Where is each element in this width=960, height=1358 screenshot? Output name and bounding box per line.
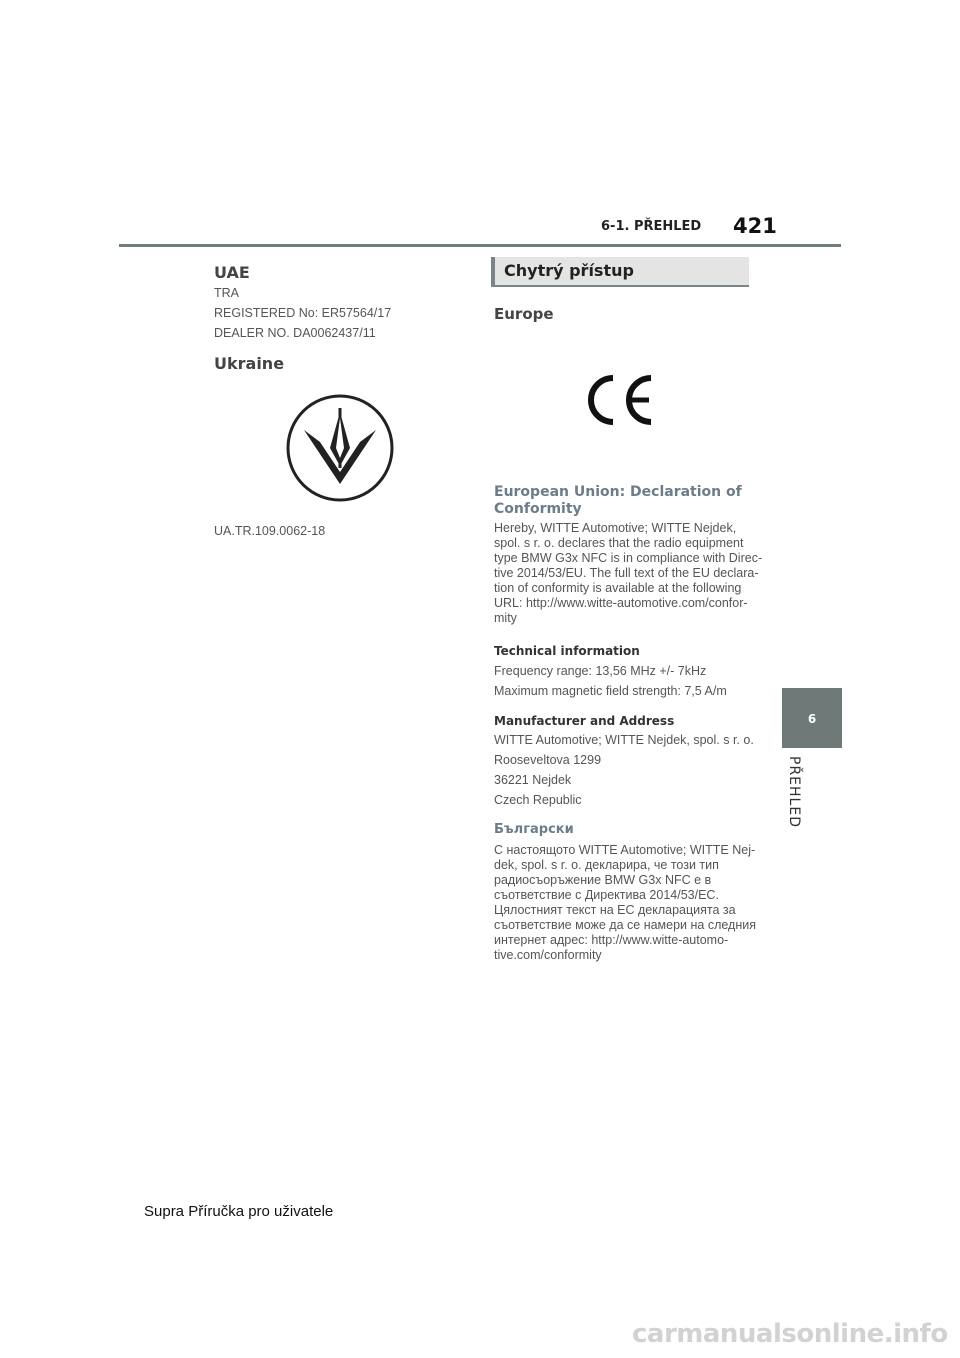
bulgarian-title: Български	[494, 822, 574, 837]
bulgarian-line-7: интернет адрес: http://www.witte-automo-	[494, 933, 729, 947]
page-number: 421	[733, 214, 777, 238]
ukraine-heading: Ukraine	[214, 354, 285, 373]
manual-title: Supra Příručka pro uživatele	[144, 1203, 334, 1220]
eu-decl-line-4: tive 2014/53/EU. The full text of the EU declara-	[494, 566, 759, 580]
manufacturer-title: Manufacturer and Address	[494, 714, 675, 728]
bulgarian-line-4: съответствие с Директива 2014/53/ЕС.	[494, 888, 719, 902]
eu-declaration-title-1: European Union: Declaration of	[494, 484, 742, 500]
ukraine-code: UA.TR.109.0062-18	[214, 524, 326, 538]
manufacturer-city: 36221 Nejdek	[494, 773, 572, 787]
bulgarian-line-5: Цялостният текст на ЕС декларацията за	[494, 903, 736, 917]
tech-field-strength: Maximum magnetic field strength: 7,5 A/m	[494, 684, 727, 698]
eu-decl-line-5: tion of conformity is available at the following	[494, 581, 742, 595]
manufacturer-name: WITTE Automotive; WITTE Nejdek, spol. s r. o.	[494, 733, 754, 747]
chapter-label: PŘEHLED	[786, 756, 802, 828]
bulgarian-line-1: С настоящото WITTE Automotive; WITTE Nej-	[494, 843, 756, 857]
section-title: 6-1. PŘEHLED	[601, 219, 702, 234]
chapter-number: 6	[807, 712, 817, 726]
bulgarian-line-6: съответствие може да се намери на следния	[494, 918, 756, 932]
bulgarian-line-2: dek, spol. s r. o. декларира, че този тип	[494, 858, 719, 872]
banner-title: Chytrý přístup	[504, 261, 634, 280]
eu-decl-line-7: mity	[494, 611, 517, 625]
ce-mark-icon	[583, 372, 657, 428]
eu-decl-line-6: URL: http://www.witte-automotive.com/confor-	[494, 596, 748, 610]
ukraine-conformity-mark-icon	[284, 392, 396, 504]
uae-line-2: REGISTERED No: ER57564/17	[214, 306, 392, 320]
uae-line-1: TRA	[214, 286, 239, 300]
eu-decl-line-3: type BMW G3x NFC is in compliance with Direc-	[494, 551, 763, 565]
chapter-tab	[782, 688, 842, 748]
europe-heading: Europe	[494, 305, 554, 323]
uae-heading: UAE	[214, 263, 250, 282]
tech-info-title: Technical information	[494, 644, 640, 658]
manufacturer-country: Czech Republic	[494, 793, 582, 807]
tech-frequency: Frequency range: 13,56 MHz +/- 7kHz	[494, 664, 707, 678]
watermark: carmanualsonline.info	[632, 1319, 948, 1349]
header-rule	[119, 244, 841, 247]
manufacturer-street: Rooseveltova 1299	[494, 753, 602, 767]
chytry-pristup-banner	[491, 257, 749, 287]
eu-decl-line-2: spol. s r. o. declares that the radio equipment	[494, 536, 744, 550]
bulgarian-line-3: радиосъоръжение BMW G3x NFC е в	[494, 873, 712, 887]
eu-declaration-title-2: Conformity	[494, 501, 582, 517]
eu-decl-line-1: Hereby, WITTE Automotive; WITTE Nejdek,	[494, 521, 737, 535]
bulgarian-line-8: tive.com/conformity	[494, 948, 602, 962]
uae-line-3: DEALER NO. DA0062437/11	[214, 326, 376, 340]
